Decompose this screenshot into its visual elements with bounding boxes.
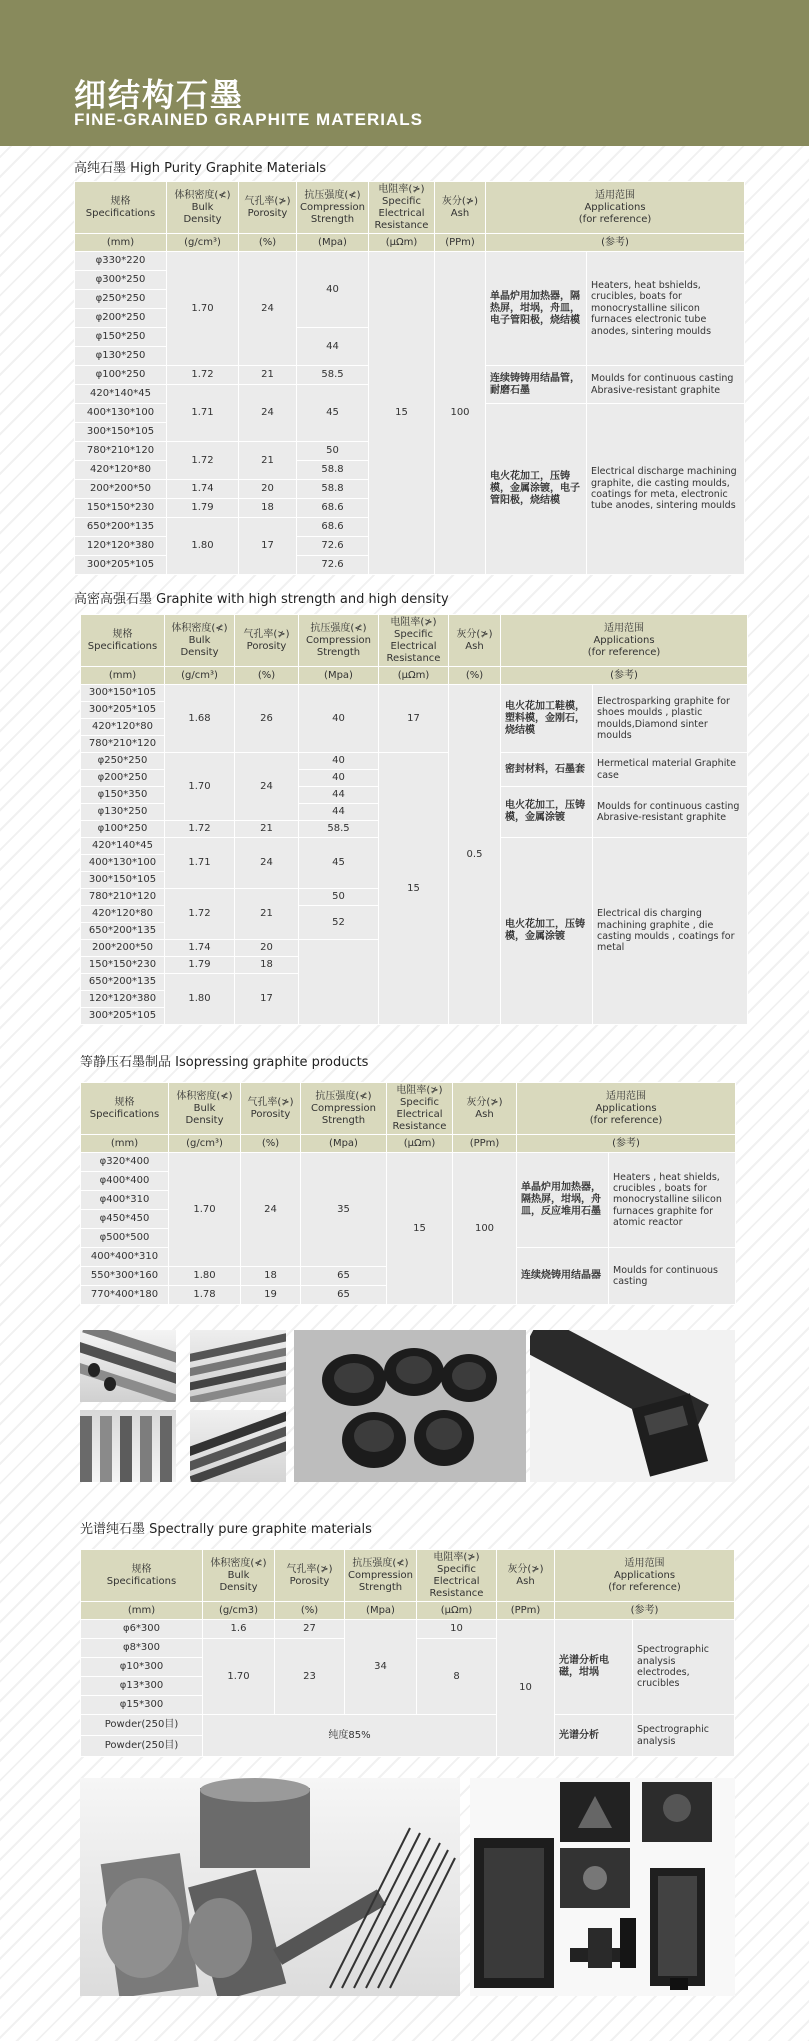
porosity-cell: 18 [241,1267,301,1286]
spec-cell: φ400*400 [81,1172,169,1191]
app-en-cell: Heaters , heat shields, crucibles , boats for monocrystalline silicon furnaces graphite for atomic reactor [609,1153,736,1248]
app-zh-cell: 光谱分析 [555,1715,633,1757]
th-resist: 电阻率(≯) Specific Electrical Resistance [417,1550,497,1602]
th-unit: (PPm) [435,234,486,252]
density-cell: 1.68 [165,685,235,753]
ash-cell: 100 [453,1153,517,1305]
density-cell: 1.72 [165,821,235,838]
porosity-cell: 26 [235,685,299,753]
app-en-cell: Moulds for continuous casting [609,1248,736,1305]
th-ash: 灰分(≯) Ash [453,1083,517,1135]
th-strength: 抗压强度(≮) Compression Strength [299,615,379,667]
app-en-cell: Moulds for continuous casting Abrasive-resistant graphite [587,366,745,404]
spec-cell: 650*200*135 [75,518,167,537]
spec-cell: φ200*250 [81,770,165,787]
photo-graphite-moulds [470,1778,735,1996]
spec-cell: 200*200*50 [75,480,167,499]
density-cell: 1.70 [165,753,235,821]
th-unit: (%) [239,234,297,252]
th-unit: (mm) [81,1602,203,1620]
strength-cell: 40 [297,252,369,328]
section-title-high-strength: 高密高强石墨 Graphite with high strength and high density [74,592,449,607]
app-zh-cell: 电火花加工鞋模，塑料模，金刚石，烧结模 [501,685,593,753]
th-unit: (g/cm³) [167,234,239,252]
spec-cell: 420*120*80 [81,906,165,923]
th-unit: (参考) [517,1135,736,1153]
strength-cell: 72.6 [297,537,369,556]
th-strength: 抗压强度(≮) Compression Strength [301,1083,387,1135]
header-title-zh: 细结构石墨 [74,76,245,114]
strength-cell: 58.8 [297,461,369,480]
photo-graphite-tubes-1 [80,1330,176,1402]
strength-cell: 44 [297,328,369,366]
porosity-cell: 21 [235,821,299,838]
density-cell: 1.72 [167,366,239,385]
th-resist: 电阻率(≯) Specific Electrical Resistance [387,1083,453,1135]
spec-cell: φ150*250 [75,328,167,347]
section-title-high-purity: 高纯石墨 High Purity Graphite Materials [74,161,327,176]
spec-cell: φ10*300 [81,1658,203,1677]
th-apps: 适用范围 Applications (for reference) [501,615,748,667]
spec-cell: 300*205*105 [75,556,167,575]
spec-cell: 780*210*120 [75,442,167,461]
app-zh-cell: 密封材料，石墨套 [501,753,593,787]
spec-cell: 770*400*180 [81,1286,169,1305]
spec-cell: 300*205*105 [81,1008,165,1025]
section-title-isopressing: 等静压石墨制品 Isopressing graphite products [80,1055,369,1070]
spec-cell: φ250*250 [75,290,167,309]
spec-cell: 150*150*230 [75,499,167,518]
density-cell: 1.79 [165,957,235,974]
strength-cell: 50 [299,889,379,906]
strength-cell: 58.5 [297,366,369,385]
spec-cell: φ100*250 [75,366,167,385]
porosity-cell: 24 [241,1153,301,1267]
th-unit: (%) [449,667,501,685]
density-cell: 1.80 [169,1267,241,1286]
density-cell: 1.72 [165,889,235,940]
app-en-cell: Spectrographic analysis electrodes, crucibles [633,1620,735,1715]
spec-cell: 300*150*105 [81,872,165,889]
resist-cell: 17 [379,685,449,753]
photo-graphite-rods [80,1778,460,1996]
ash-cell: 10 [497,1620,555,1757]
spec-cell: 420*120*80 [75,461,167,480]
spec-cell: 650*200*135 [81,923,165,940]
th-resist: 电阻率(≯) Specific Electrical Resistance [379,615,449,667]
density-cell: 1.71 [167,385,239,442]
porosity-cell: 20 [235,940,299,957]
th-porosity: 气孔率(≯) Porosity [235,615,299,667]
spec-cell: 300*150*105 [81,685,165,702]
resist-cell: 10 [417,1620,497,1639]
th-apps: 适用范围 Applications (for reference) [555,1550,735,1602]
strength-cell: 34 [345,1620,417,1715]
spec-cell: 650*200*135 [81,974,165,991]
th-resist: 电阻率(≯) Specific Electrical Resistance [369,182,435,234]
spec-cell: 550*300*160 [81,1267,169,1286]
th-porosity: 气孔率(≯) Porosity [275,1550,345,1602]
strength-cell: 68.6 [297,518,369,537]
high-purity-table [74,181,745,575]
spec-cell: φ300*250 [75,271,167,290]
strength-cell: 45 [299,838,379,889]
strength-cell: 40 [299,770,379,787]
th-unit: (参考) [501,667,748,685]
density-cell: 1.70 [167,252,239,366]
th-spec: 规格 Specifications [81,615,165,667]
density-cell: 1.74 [167,480,239,499]
spec-cell: 200*200*50 [81,940,165,957]
spec-cell: 420*140*45 [75,385,167,404]
porosity-cell: 18 [235,957,299,974]
th-ash: 灰分(≯) Ash [435,182,486,234]
photo-graphite-tubes-2 [190,1330,286,1402]
porosity-cell: 24 [239,385,297,442]
th-spec: 规格 Specifications [81,1083,169,1135]
ash-cell: 100 [435,252,486,575]
th-unit: (%) [235,667,299,685]
strength-cell: 58.5 [299,821,379,838]
spec-cell: φ330*220 [75,252,167,271]
strength-cell: 44 [299,804,379,821]
th-spec: 规格 Specifications [81,1550,203,1602]
th-unit: (mm) [81,667,165,685]
strength-cell: 35 [301,1153,387,1267]
porosity-cell: 20 [239,480,297,499]
density-cell: 1.72 [167,442,239,480]
th-unit: (PPm) [497,1602,555,1620]
isopressing-table [80,1082,736,1305]
th-unit: (Mpa) [301,1135,387,1153]
spectral-table [80,1549,735,1757]
spec-cell: 400*130*100 [75,404,167,423]
app-en-cell: Electrical discharge machining graphite, die casting moulds, coatings for meta, electronic tube anodes, sintering moulds [587,404,745,575]
spec-cell: φ500*500 [81,1229,169,1248]
porosity-cell: 17 [235,974,299,1025]
porosity-cell: 21 [239,366,297,385]
spec-cell: φ100*250 [81,821,165,838]
strength-cell: 68.6 [297,499,369,518]
header-title-en: FINE-GRAINED GRAPHITE MATERIALS [74,110,423,129]
th-unit: (μΩm) [379,667,449,685]
spec-cell: 150*150*230 [81,957,165,974]
density-cell: 1.79 [167,499,239,518]
resist-cell: 8 [417,1639,497,1715]
density-cell: 1.6 [203,1620,275,1639]
photo-graphite-parts [530,1330,735,1482]
spec-cell: Powder(250目) [81,1736,203,1757]
spec-cell: φ450*450 [81,1210,169,1229]
purity-cell: 纯度85% [203,1715,497,1757]
app-en-cell: Spectrographic analysis [633,1715,735,1757]
strength-cell [299,940,379,1025]
porosity-cell: 18 [239,499,297,518]
porosity-cell: 23 [275,1639,345,1715]
th-unit: (Mpa) [345,1602,417,1620]
spec-cell: 780*210*120 [81,736,165,753]
strength-cell: 40 [299,685,379,753]
strength-cell: 65 [301,1286,387,1305]
spec-cell: φ6*300 [81,1620,203,1639]
spec-cell: φ200*250 [75,309,167,328]
th-density: 体积密度(≮) Bulk Density [169,1083,241,1135]
section-title-spectral: 光谱纯石墨 Spectrally pure graphite materials [80,1522,372,1537]
app-zh-cell: 单晶炉用加热器，隔热屏，坩埚，舟皿，反应堆用石墨 [517,1153,609,1248]
ash-cell: 0.5 [449,685,501,1025]
app-zh-cell: 单晶炉用加热器，隔热屏，坩埚，舟皿，电子管阳极，烧结模 [486,252,587,366]
th-unit: (Mpa) [297,234,369,252]
resist-cell: 15 [369,252,435,575]
app-zh-cell: 光谱分析电磁，坩埚 [555,1620,633,1715]
spec-cell: φ8*300 [81,1639,203,1658]
app-zh-cell: 电火花加工，压铸模，金属涂镀 [501,838,593,1025]
th-unit: (%) [241,1135,301,1153]
th-unit: (μΩm) [387,1135,453,1153]
resist-cell: 15 [379,753,449,1025]
spec-cell: Powder(250目) [81,1715,203,1736]
th-unit: (Mpa) [299,667,379,685]
spec-cell: 300*150*105 [75,423,167,442]
th-density: 体积密度(≮) Bulk Density [203,1550,275,1602]
strength-cell: 50 [297,442,369,461]
resist-cell: 15 [387,1153,453,1305]
th-unit: (g/cm3) [203,1602,275,1620]
spec-cell: φ320*400 [81,1153,169,1172]
th-porosity: 气孔率(≯) Porosity [241,1083,301,1135]
spec-cell: 420*140*45 [81,838,165,855]
strength-cell: 72.6 [297,556,369,575]
strength-cell: 44 [299,787,379,804]
th-strength: 抗压强度(≮) Compression Strength [345,1550,417,1602]
spec-cell: φ150*350 [81,787,165,804]
th-unit: (%) [275,1602,345,1620]
th-density: 体积密度(≮) Bulk Density [167,182,239,234]
th-apps: 适用范围 Applications (for reference) [486,182,745,234]
porosity-cell: 21 [239,442,297,480]
density-cell: 1.80 [167,518,239,575]
app-en-cell: Electrosparking graphite for shoes moulds , plastic moulds,Diamond sinter moulds [593,685,748,753]
porosity-cell: 27 [275,1620,345,1639]
porosity-cell: 24 [239,252,297,366]
th-unit: (g/cm³) [169,1135,241,1153]
density-cell: 1.70 [203,1639,275,1715]
spec-cell: φ13*300 [81,1677,203,1696]
app-en-cell: Heaters, heat bshields, crucibles, boats for monocrystalline silicon furnaces electronic tube anodes, sintering moulds [587,252,745,366]
th-spec: 规格 Specifications [75,182,167,234]
th-density: 体积密度(≮) Bulk Density [165,615,235,667]
th-unit: (PPm) [453,1135,517,1153]
app-en-cell: Moulds for continuous casting Abrasive-resistant graphite [593,787,748,838]
density-cell: 1.74 [165,940,235,957]
app-en-cell: Hermetical material Graphite case [593,753,748,787]
app-zh-cell: 连续烧铸用结晶器 [517,1248,609,1305]
strength-cell: 52 [299,906,379,940]
spec-cell: 120*120*380 [81,991,165,1008]
th-porosity: 气孔率(≯) Porosity [239,182,297,234]
th-unit: (mm) [81,1135,169,1153]
spec-cell: 300*205*105 [81,702,165,719]
th-unit: (mm) [75,234,167,252]
density-cell: 1.71 [165,838,235,889]
spec-cell: 120*120*380 [75,537,167,556]
strength-cell: 45 [297,385,369,442]
porosity-cell: 24 [235,838,299,889]
th-strength: 抗压强度(≮) Compression Strength [297,182,369,234]
spec-cell: 780*210*120 [81,889,165,906]
th-apps: 适用范围 Applications (for reference) [517,1083,736,1135]
app-zh-cell: 电火花加工，压铸模，金属涂镀 [501,787,593,838]
spec-cell: 420*120*80 [81,719,165,736]
density-cell: 1.80 [165,974,235,1025]
spec-cell: φ400*310 [81,1191,169,1210]
density-cell: 1.78 [169,1286,241,1305]
strength-cell: 40 [299,753,379,770]
app-en-cell: Electrical dis charging machining graphite , die casting moulds , coatings for metal [593,838,748,1025]
strength-cell: 65 [301,1267,387,1286]
th-unit: (参考) [486,234,745,252]
spec-cell: φ130*250 [81,804,165,821]
photo-graphite-tubes-3 [80,1410,176,1482]
photo-graphite-tubes-4 [190,1410,286,1482]
th-ash: 灰分(≯) Ash [449,615,501,667]
page-header [0,0,809,146]
th-unit: (g/cm³) [165,667,235,685]
spec-cell: φ15*300 [81,1696,203,1715]
porosity-cell: 17 [239,518,297,575]
porosity-cell: 19 [241,1286,301,1305]
th-unit: (参考) [555,1602,735,1620]
strength-cell: 58.8 [297,480,369,499]
th-unit: (μΩm) [417,1602,497,1620]
high-strength-table [80,614,748,1025]
density-cell: 1.70 [169,1153,241,1267]
porosity-cell: 21 [235,889,299,940]
th-ash: 灰分(≯) Ash [497,1550,555,1602]
spec-cell: 400*400*310 [81,1248,169,1267]
th-unit: (μΩm) [369,234,435,252]
app-zh-cell: 连续铸铸用结晶管，耐磨石墨 [486,366,587,404]
app-zh-cell: 电火花加工，压铸模，金属涂镀，电子管阳极，烧结模 [486,404,587,575]
porosity-cell: 24 [235,753,299,821]
photo-graphite-crucibles [294,1330,526,1482]
spec-cell: φ130*250 [75,347,167,366]
spec-cell: 400*130*100 [81,855,165,872]
spec-cell: φ250*250 [81,753,165,770]
